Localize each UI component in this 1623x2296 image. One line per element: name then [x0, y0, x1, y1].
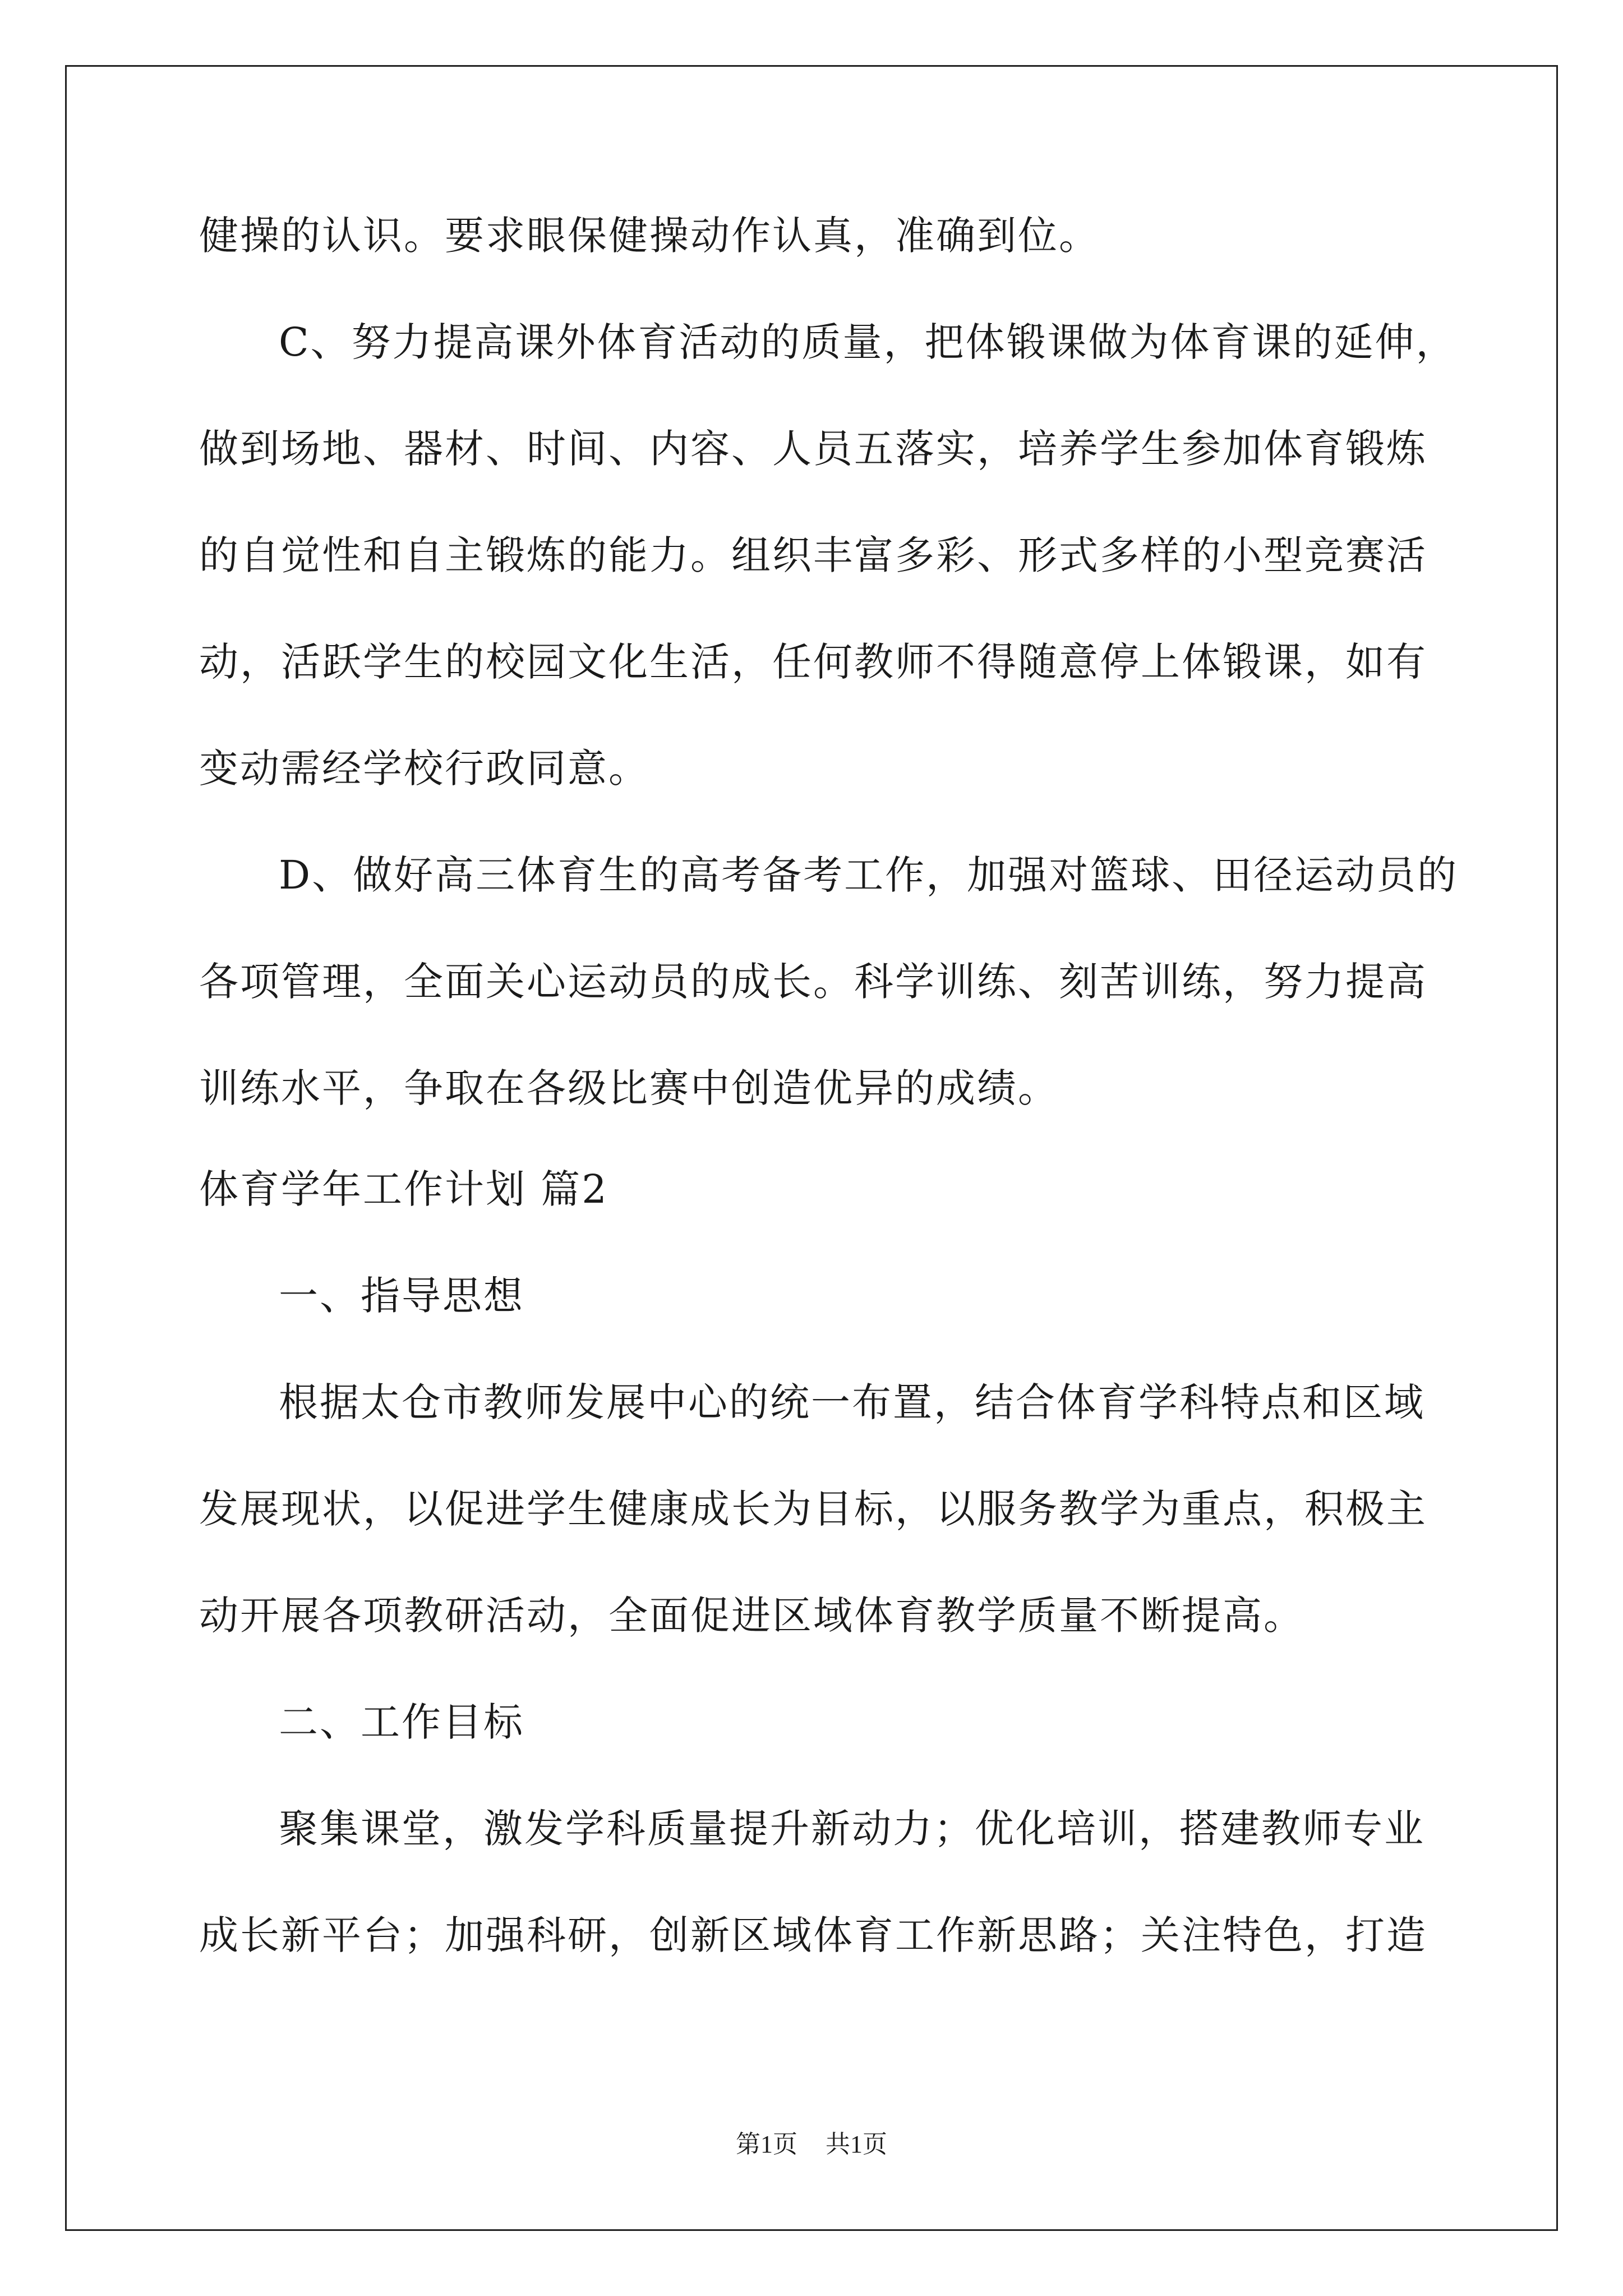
text-line: 发展现状，以促进学生健康成长为目标，以服务教学为重点，积极主 — [199, 1486, 1427, 1532]
text-line: 做到场地、器材、时间、内容、人员五落实，培养学生参加体育锻炼 — [199, 426, 1427, 472]
text-line: 变动需经学校行政同意。 — [199, 746, 649, 792]
page-number: 第1页 — [736, 2131, 797, 2158]
page-border — [65, 65, 1558, 2231]
text-line: 聚集课堂，激发学科质量提升新动力；优化培训，搭建教师专业 — [279, 1806, 1425, 1852]
subheading: 一、指导思想 — [279, 1273, 524, 1319]
text-line: 根据太仓市教师发展中心的统一布置，结合体育学科特点和区域 — [279, 1379, 1425, 1425]
subheading: 二、工作目标 — [279, 1699, 524, 1745]
text-line: 训练水平，争取在各级比赛中创造优异的成绩。 — [199, 1065, 1059, 1111]
text-line: 的自觉性和自主锻炼的能力。组织丰富多彩、形式多样的小型竞赛活 — [199, 532, 1427, 578]
text-line: 成长新平台；加强科研，创新区域体育工作新思路；关注特色，打造 — [199, 1912, 1427, 1958]
page-footer — [0, 2129, 1623, 2160]
text-line: 动开展各项教研活动，全面促进区域体育教学质量不断提高。 — [199, 1593, 1304, 1639]
text-line: 各项管理，全面关心运动员的成长。科学训练、刻苦训练，努力提高 — [199, 959, 1427, 1005]
text-line: 动，活跃学生的校园文化生活，任何教师不得随意停上体锻课，如有 — [199, 639, 1427, 685]
text-line: C、努力提高课外体育活动的质量，把体锻课做为体育课的延伸， — [279, 319, 1457, 365]
text-line: 健操的认识。要求眼保健操动作认真，准确到位。 — [199, 213, 1100, 259]
section-heading: 体育学年工作计划 篇2 — [199, 1166, 608, 1212]
page-total: 共1页 — [826, 2131, 887, 2158]
text-line: D、做好高三体育生的高考备考工作，加强对篮球、田径运动员的 — [279, 852, 1459, 898]
